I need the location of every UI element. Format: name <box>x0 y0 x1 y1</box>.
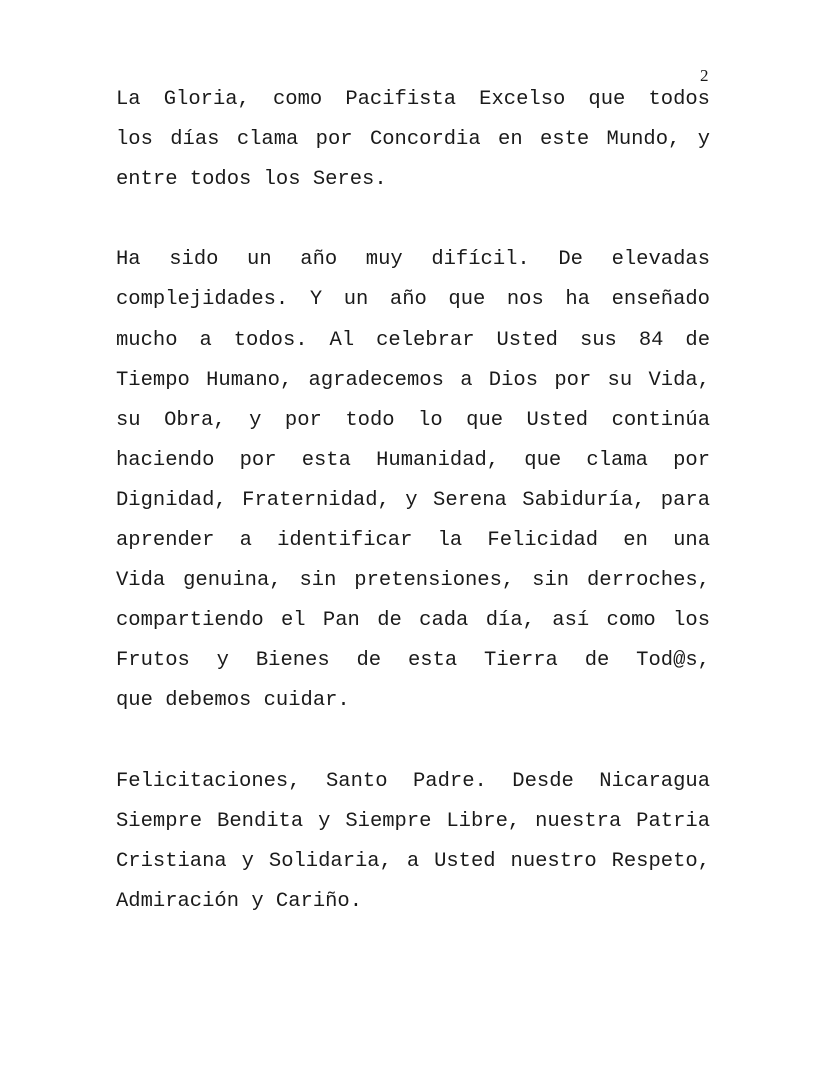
text-line: mucho a todos. Al celebrar Usted sus 84 de <box>116 328 710 352</box>
text-line: Frutos y Bienes de esta Tierra de Tod@s, <box>116 649 710 673</box>
text-line: su Obra, y por todo lo que Usted continúa <box>116 408 710 432</box>
text-line: aprender a identificar la Felicidad en una <box>116 529 710 553</box>
text-line: complejidades. Y un año que nos ha enseñado <box>116 288 710 312</box>
text-line: entre todos los Seres. <box>116 168 387 192</box>
text-line: que debemos cuidar. <box>116 689 350 713</box>
text-line: Dignidad, Fraternidad, y Serena Sabiduría, para <box>116 488 710 512</box>
letter-body <box>116 80 710 962</box>
text-line: Tiempo Humano, agradecemos a Dios por su Vida, <box>116 368 710 392</box>
page-number: 2 <box>700 66 709 85</box>
paragraph-1 <box>116 80 710 200</box>
text-line: Admiración y Cariño. <box>116 889 363 913</box>
text-line: Ha sido un año muy difícil. De elevadas <box>116 248 710 272</box>
text-line: Siempre Bendita y Siempre Libre, nuestra Patria <box>116 809 710 833</box>
paragraph-3 <box>116 762 710 922</box>
paragraph-2 <box>116 240 710 721</box>
text-line: Felicitaciones, Santo Padre. Desde Nicaragua <box>116 769 710 793</box>
text-line: compartiendo el Pan de cada día, así como los <box>116 609 710 633</box>
text-line: Cristiana y Solidaria, a Usted nuestro Respeto, <box>116 849 710 873</box>
text-line: Vida genuina, sin pretensiones, sin derroches, <box>116 569 710 593</box>
text-line: La Gloria, como Pacifista Excelso que todos <box>116 88 710 111</box>
text-line: haciendo por esta Humanidad, que clama por <box>116 448 710 472</box>
text-line: los días clama por Concordia en este Mundo, y <box>116 128 710 152</box>
